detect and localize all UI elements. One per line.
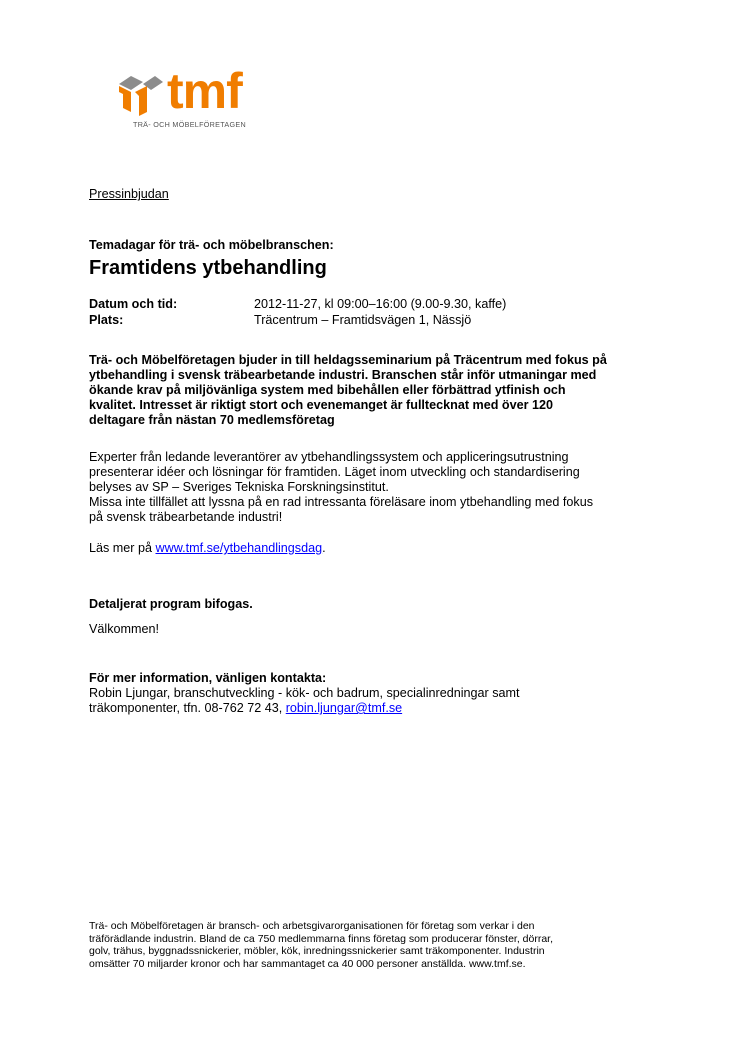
intro-line: kvalitet. Intresset är riktigt stort och evenemanget är fulltecknat med över 120	[89, 398, 554, 412]
intro-line: ökande krav på miljövänliga system med bibehållen eller förbättrad ytfinish och	[89, 383, 566, 397]
contact-line: Robin Ljungar, branschutveckling - kök- och badrum, specialinredningar samt	[89, 686, 520, 700]
detail-value: Träcentrum – Framtidsvägen 1, Nässjö	[254, 313, 472, 327]
detail-label: Datum och tid:	[89, 297, 178, 311]
contact-phone: träkomponenter, tfn. 08-762 72 43,	[89, 701, 286, 715]
body-line: belyses av SP – Sveriges Tekniska Forskningsinstitut.	[89, 480, 389, 494]
logo-tagline: TRÄ- OCH MÖBELFÖRETAGEN	[133, 120, 246, 129]
body-paragraph	[89, 450, 593, 525]
footer-line: golv, trähus, byggnadssnickerier, möbler, kök, inredningssnickerier samt träkomponenter. Industrin	[89, 945, 545, 958]
tmf-mark-icon	[117, 72, 165, 116]
read-more-prefix: Läs mer på	[89, 541, 156, 555]
contact-email-link[interactable]: robin.ljungar@tmf.se	[285, 701, 403, 715]
read-more-suffix: .	[322, 541, 326, 555]
read-more	[89, 541, 326, 556]
detail-label: Plats:	[89, 313, 124, 327]
body-line: Missa inte tillfället att lyssna på en rad intressanta föreläsare inom ytbehandling med fokus	[89, 495, 594, 509]
footer-line: omsätter 70 miljarder kronor och har sammantaget ca 40 000 personer anställda. www.tmf.se.	[89, 957, 526, 970]
welcome-text: Välkommen!	[89, 622, 159, 636]
document-type: Pressinbjudan	[89, 187, 169, 201]
program-note: Detaljerat program bifogas.	[89, 597, 253, 611]
footer-line: träförädlande industrin. Bland de ca 750 medlemmarna finns företag som producerar fönster, dörrar,	[89, 932, 554, 945]
body-line: på svensk träbearbetande industri!	[89, 510, 283, 524]
intro-line: Trä- och Möbelföretagen bjuder in till heldagsseminarium på Träcentrum med fokus på	[89, 353, 607, 367]
intro-paragraph	[89, 353, 607, 428]
footer-about	[89, 920, 659, 970]
intro-line: deltagare från nästan 70 medlemsföretag	[89, 413, 335, 427]
contact-block	[89, 671, 520, 716]
body-line: Experter från ledande leverantörer av ytbehandlingssystem och appliceringsutrustning	[89, 450, 569, 464]
detail-value: 2012-11-27, kl 09:00–16:00 (9.00-9.30, kaffe)	[254, 297, 507, 311]
page-title: Framtidens ytbehandling	[89, 257, 327, 279]
contact-line	[89, 701, 520, 716]
tmf-logo	[117, 63, 277, 134]
intro-line: ytbehandling i svensk träbearbetande industri. Branschen står inför utmaningar med	[89, 368, 597, 382]
event-subtitle: Temadagar för trä- och möbelbranschen:	[89, 238, 334, 252]
event-link[interactable]: www.tmf.se/ytbehandlingsdag	[155, 541, 323, 555]
body-line: presenterar idéer och lösningar för framtiden. Läget inom utveckling och standardisering	[89, 465, 580, 479]
contact-heading: För mer information, vänligen kontakta:	[89, 671, 327, 685]
footer-line: Trä- och Möbelföretagen är bransch- och arbetsgivarorganisationen för företag som verkar i den	[89, 920, 535, 932]
logo-wordmark: tmf	[167, 63, 242, 119]
